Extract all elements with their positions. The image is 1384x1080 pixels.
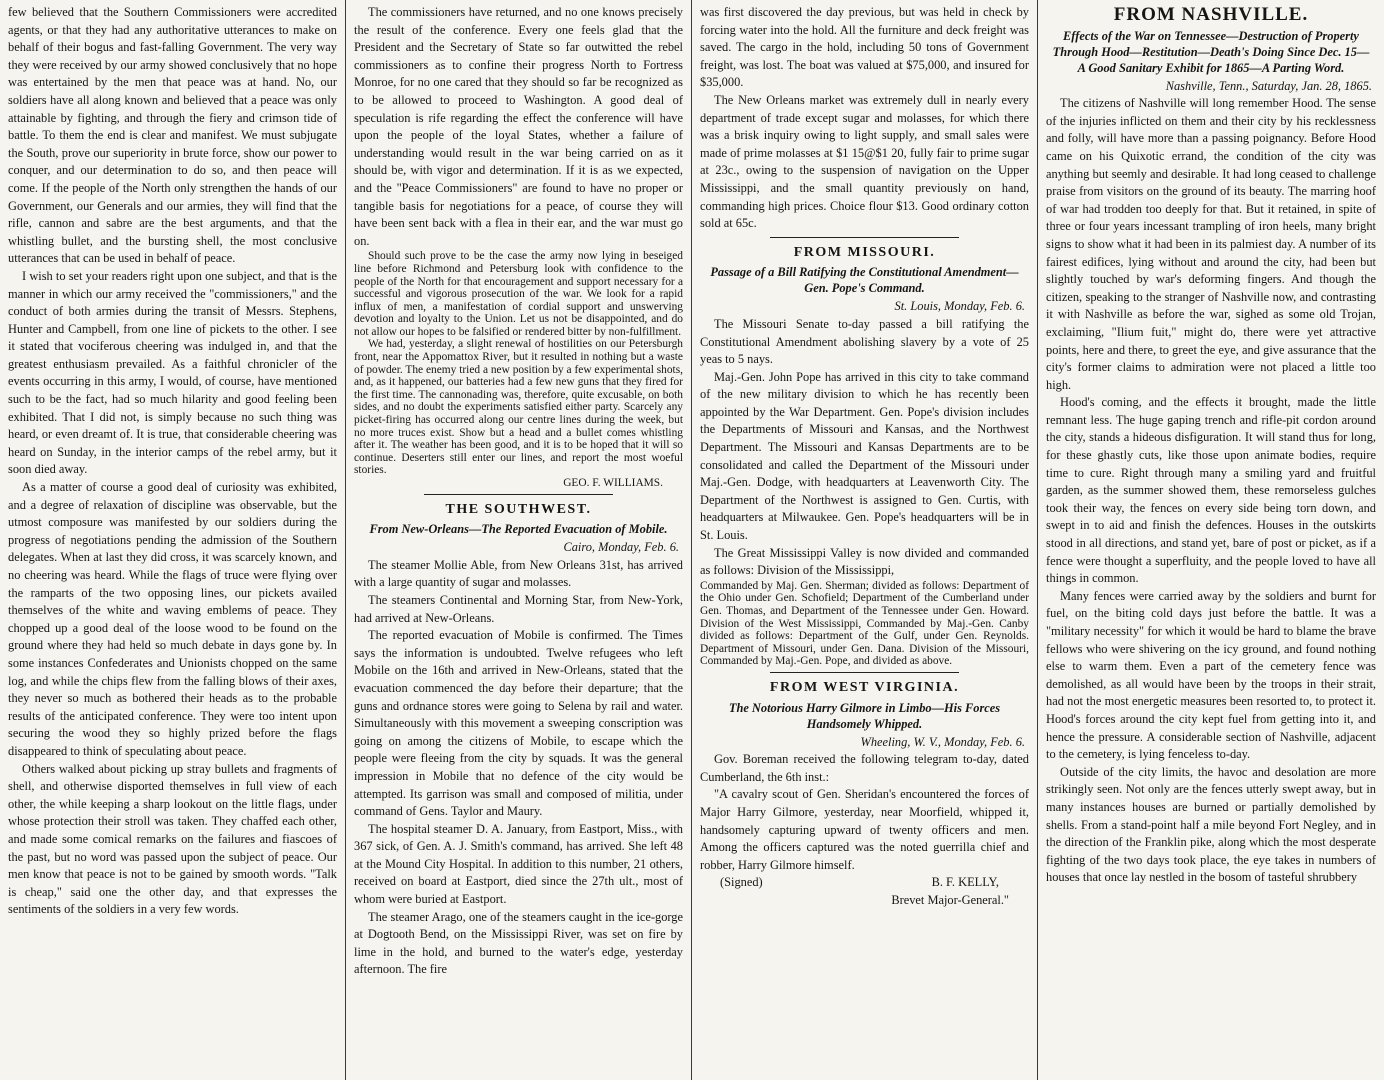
paragraph: "A cavalry scout of Gen. Sheridan's encountered the forces of Major Harry Gilmore, yesterday, near Moorfield, whipped it, handsomely capturing upward of twenty officers and men. Among the officers captured was the noted guerrilla chief and robber, Harry Gilmore himself. [700, 787, 1029, 872]
subheading: Passage of a Bill Ratifying the Constitutional Amendment—Gen. Pope's Command. [710, 265, 1019, 296]
paragraph: Many fences were carried away by the soldiers and burnt for fuel, on the biting cold days just before the battle. It was a "military necessity" for which it would be hard to blame the brave fellows who were shivering on the icy ground, and found nothing else to warm them. Even a part of the cemetery fence was demolished, as all would have been by the troops in their strait, had not the most energetic measures been resorted to, to protect it. Hood's forces around the city kept fuel from getting into it, and hence the pressure. A considerable section of Nashville, adjacent to the cemetery, is lying fenceless to-day. [1046, 588, 1376, 762]
paragraph: As a matter of course a good deal of curiosity was exhibited, and a degree of relaxation of discipline was observable, but the utmost composure was manifested by our soldiers during the progress of negotiations pending the admission of the Southern delegates. When at last they did cross, it was scarcely known, and no cheering was heard. While the flags of truce were flying over the ramparts of the two opposing lines, our pickets availed themselves of the white and waving emblems of peace. They chopped up a good deal of the loose wood to be found on the ground where they had held so much debate in days gone by. In some instances Confederates and Unionists chopped on the same log, and while the chips flew from the falling blows of their axes, they never so much as bothered their heads as to the probable results of the anticipated conference. They were too intent upon securing the wood they so highly prized before the flags disappeared to think of speculating about peace. [8, 480, 337, 758]
paragraph: The New Orleans market was extremely dull in nearly every department of trade except sugar and molasses, for which there was a brisk inquiry owing to light supply, and small sales were made of prime molasses at $1 15@$1 20, fully fair to prime sugar at 23c., owing to the suspension of navigation on the Upper Mississippi, and the small quantity previously on hand, commanding high prices. Choice flour $13. Good ordinary cotton sold at 65c. [700, 92, 1029, 231]
section-heading: FROM WEST VIRGINIA. [769, 679, 960, 695]
paragraph: Outside of the city limits, the havoc and desolation are more strikingly seen. Not only are the fences utterly swept away, but in many instances houses are burned or partially demolished by shells. From a stand-point half a mile beyond Fort Negley, and in the direction of the Franklin pike, along which the most desperate fighting of the two days took place, the eye takes in numbers of houses that once lay nestled in the bosom of tasteful shrubbery [1046, 764, 1376, 885]
paragraph: The citizens of Nashville will long remember Hood. The sense of the injuries inflicted on them and their city by his recklessness and folly, will have more than a passing poignancy. Before Hood came on his Quixotic errand, the condition of the city was anything but seemly and desirable. It had long ceased to challenge praise from visitors on the ground of its beauty. The marring hoof of war had trodden too deeply for that. But it retained, in spite of three or four years incessant trampling of iron heels, many bright signs to show what it had been in its palmiest day. A number of its fairest edifices, lying without and around the city, had been but slightly touched by war's deforming fingers. And though the citizen, speaking to the stranger of Nashville now, and contrasting it with Nashville as before the war, sighed as some old Trojan, exclaiming, "Ilium fuit," might do, there were yet attractive points, here and there, to greet the eye, and give assurance that the city's former claims to admiration were not placed a little too high. [1046, 96, 1376, 392]
column-2 [346, 0, 692, 1080]
telegram-signature [700, 874, 1029, 892]
signed-name: B. F. KELLY, [931, 875, 999, 890]
signed-title: Brevet Major-General." [891, 892, 1009, 907]
paragraph: Others walked about picking up stray bullets and fragments of shell, and otherwise disported themselves in full view of each other, the while keeping a sharp lookout on the little flags, under whose protection their stroll was taken. They chaffed each other, and made some comical remarks on the failures and fiascoes of the past, but no word was passed upon the subject of peace. Our men know that peace is not to be gained by smooth words. "Talk is cheap," said one the other day, and that expresses the sentiments of the soldiers in a very few words. [8, 761, 337, 917]
paragraph: The steamer Arago, one of the steamers caught in the ice-gorge at Dogtooth Bend, on the Mississippi River, was set on fire by lime in the hold, and burned to the water's edge, yesterday afternoon. The fire [354, 909, 683, 977]
column-1 [0, 0, 346, 1080]
subheading: From New-Orleans—The Reported Evacuation of Mobile. [369, 522, 668, 537]
column-4 [1038, 0, 1384, 1080]
paragraph: The reported evacuation of Mobile is confirmed. The Times says the information is undoubted. Twelve refugees who left Mobile on the 16th and arrived in New-Orleans, stated that the evacuation commenced the day before their departure; that the guns and ordnance stores were going to Selena by rail and water. Simultaneously with this movement a sweeping conscription was going on among the citizens of Mobile, to escape which the people were fleeing from the city by squads. It was the general impression in Mobile that no defence of the city would be attempted. Its garrison was small and composed of militia, under command of Gens. Taylor and Maury. [354, 628, 683, 819]
paragraph: Gov. Boreman received the following telegram to-day, dated Cumberland, the 6th inst.: [700, 752, 1029, 784]
paragraph: Commanded by Maj. Gen. Sherman; divided as follows: Department of the Ohio under Gen. Schofield; Department of the Cumberland under Gen. Thomas, and Department of the Tennessee under Gen. Howard. Division of the West Mississippi, Commanded by Maj.-Gen. Canby divided as follows: Department of the Gulf, under Gen. Reynolds. Department of Missouri, under Gen. Dana. Division of the Missouri, Commanded by Maj.-Gen. Pope, and divided as above. [700, 579, 1029, 668]
section-heading: THE SOUTHWEST. [445, 501, 592, 517]
paragraph: Should such prove to be the case the army now lying in beseiged line before Richmond and Petersburg look with confidence to the people of the North for that encouragement and support necessary for a successful and vigorous prosecution of the war. We look for a rapid influx of men, a manifestation of cordial support and unswerving devotion and loyalty to the Union. Let us not be disappointed, and do not allow our hopes to be falsified or rendered bitter by non-fulfillment. [354, 250, 683, 338]
paragraph: We had, yesterday, a slight renewal of hostilities on our Petersburgh front, near the Appomattox River, but it resulted in nothing but a waste of powder. The enemy tried a new position by a few experimental shots, and, as it happened, our batteries had a few new guns that they fired for the first time. The cannonading was, therefore, quite excusable, on both sides, and no doubt the experiments satisfied either party. Scarcely any picket-firing has occurred along our centre lines during the week, but no more truces exist. Show but a head and a bullet comes whistling after it. The weather has been good, and it is to be hoped that it will so continue. Deserters still enter our lines, and report the most woeful stories. [354, 338, 683, 477]
paragraph: few believed that the Southern Commissioners were accredited agents, or that they had any authoritative utterances to make on behalf of their bogus and fast-falling Government. The very way they were received by our army showed conclusively that no hope was entertained by the men that peace was at hand. No, our soldiers have all along known and believed that a peace was only attainable by fighting, and through the fiery and crimson tide of battle. To them the end is clear and manifest. We must subjugate the South, prove our superiority in brute force, show our power to conquer, and our determination to do so, and then peace will come. If the people of the North only strengthen the hands of our Government, our Generals and our armies, they will find that the rifle, cannon and sabre are the best arguments, and that the whistling bullet, and the bursting shell, the most conclusive utterances that can be used in behalf of peace. [8, 5, 337, 266]
dateline: Wheeling, W. V., Monday, Feb. 6. [860, 734, 1025, 749]
paragraph: Hood's coming, and the effects it brought, made the little remnant less. The huge gaping trench and rifle-pit cordon around the city, stands a hideous disfiguration. It will stand thus for long, for these ghastly cuts, like those upon animate bodies, require time to cure. Right through many a smiling yard and fruitful garden, as the summer showed them, these remorseless gulches took their way, the fences on every side being torn down, and swept in to aid and finish the defences. Houses in the outskirts stood in all directions, and stand yet, bare of post or picket, as if a fence were thought a superfluity, and the people loved to have all things in common. [1046, 395, 1376, 586]
paragraph: The steamers Continental and Morning Star, from New-York, had arrived at New-Orleans. [354, 592, 683, 625]
dateline: Cairo, Monday, Feb. 6. [563, 540, 679, 555]
dateline: St. Louis, Monday, Feb. 6. [894, 299, 1025, 314]
paragraph: The commissioners have returned, and no one knows precisely the result of the conference. Every one feels glad that the President and the Secretary of State so far outwitted the rebel commissioners as to confine their progress North to Fortress Monroe, for no one cared that they should so far be recognized as to be allowed to proceed to Washington. A good deal of speculation is rife regarding the effect the conference will have upon the people of the loyal States, whether a failure of understanding would result in the war being carried on as it should be, with vigor and determination. If it is as we expected, and the "Peace Commissioners" are found to have no proper or tangible basis for negotiations for a peace, of course they will have been sent back with a flea in their ear, and the war must go on. [354, 5, 683, 248]
signed-label: (Signed) [720, 875, 763, 890]
correspondent-signature: GEO. F. WILLIAMS. [563, 477, 663, 489]
section-heading: FROM NASHVILLE. [1113, 4, 1309, 25]
paragraph: The Missouri Senate to-day passed a bill ratifying the Constitutional Amendment abolishing slavery by a vote of 25 yeas to 5 nays. [700, 316, 1029, 367]
section-rule [770, 237, 959, 238]
subheading: The Notorious Harry Gilmore in Limbo—His Forces Handsomely Whipped. [728, 700, 1001, 731]
paragraph: Maj.-Gen. John Pope has arrived in this city to take command of the new military division to which he has recently been appointed by the War Department. Gen. Pope's division includes the Departments of Missouri and Kansas, and the Northwest Department. The Missouri and Kansas Departments are to be consolidated and called the Department of the Missouri under Maj.-Gen. Dodge, with headquarters at Leavenworth City. The Department of the Northwest is assigned to Gen. Curtis, with headquarters at Milwaukee. Gen. Pope's headquarters will be in St. Louis. [700, 369, 1029, 543]
paragraph: was first discovered the day previous, but was held in check by forcing water into the hold. All the furniture and deck freight was saved. The cargo in the hold, including 50 tons of Government freight, was lost. The boat was valued at $75,000, and insured for $35,000. [700, 5, 1029, 90]
subheading: Effects of the War on Tennessee—Destruction of Property Through Hood—Restitution—Death's Doing Since Dec. 15—A Good Sanitary Exhibit for 1865—A Parting Word. [1052, 28, 1370, 75]
section-heading: FROM MISSOURI. [793, 244, 936, 260]
section-rule [770, 672, 959, 673]
paragraph: I wish to set your readers right upon one subject, and that is the manner in which our army received the "commissioners," and the conduct of both armies during the transit of Messrs. Stephens, Hunter and Campbell, from one line of pickets to the other. I see it stated that vociferous cheering was indulged in, and that the greatest enthusiasm prevailed. As a faithful chronicler of the events occurring in this army, I would, of course, have mentioned such to be the fact, had so much hilarity and good feeling been exhibited. That I did not, is simply because no such thing was heard, or even dreamt of. It is true, that considerable cheering was heard on Sunday, in the interior camps of the rebel army, but it soon died away. [8, 268, 337, 477]
column-3 [692, 0, 1038, 1080]
dateline: Nashville, Tenn., Saturday, Jan. 28, 1865. [1165, 78, 1372, 93]
paragraph: The hospital steamer D. A. January, from Eastport, Miss., with 367 sick, of Gen. A. J. Smith's command, has arrived. She left 48 at the Mound City Hospital. In addition to this number, 21 others, received on board at Eastport, died since the 27th ult., most of whom were buried at Eastport. [354, 821, 683, 907]
paragraph: The steamer Mollie Able, from New Orleans 31st, has arrived with a large quantity of sugar and molasses. [354, 557, 683, 590]
paragraph: The Great Mississippi Valley is now divided and commanded as follows: Division of the Mississippi, [700, 545, 1029, 578]
section-rule [424, 494, 613, 495]
